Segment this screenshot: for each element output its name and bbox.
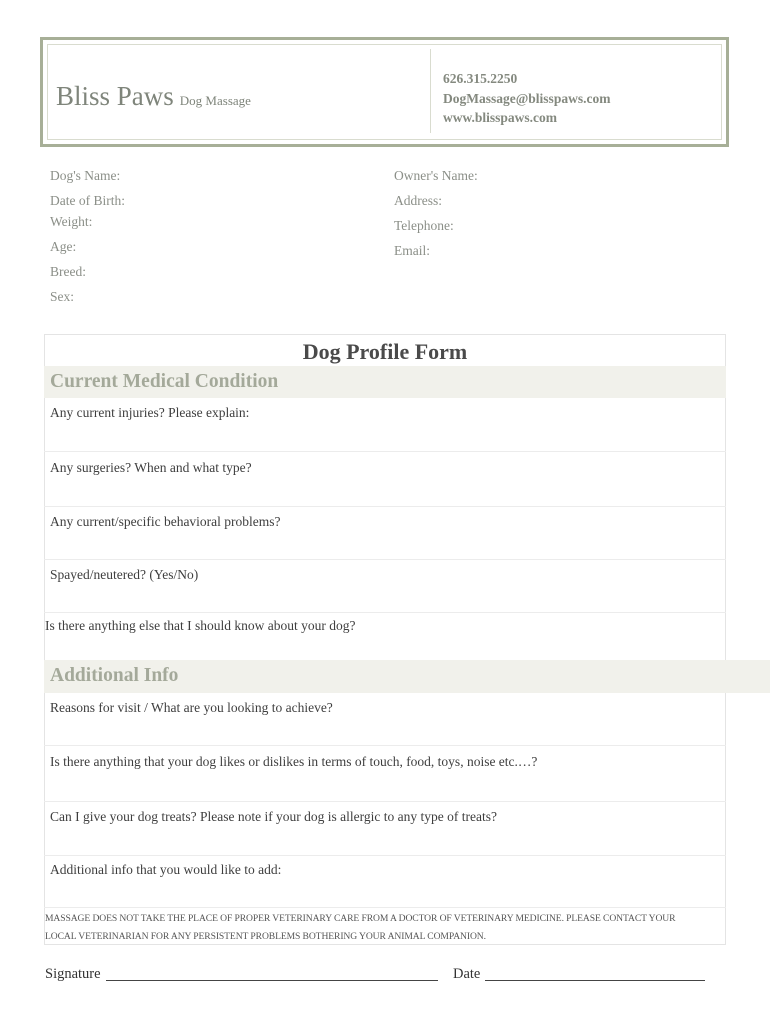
dog-dob-field[interactable]: Date of Birth: — [50, 193, 125, 208]
row-divider — [44, 745, 726, 746]
letterhead-inner — [47, 44, 722, 140]
question-reasons-for-visit[interactable]: Reasons for visit / What are you looking to achieve? — [50, 700, 333, 715]
dog-age-field[interactable]: Age: — [50, 239, 77, 254]
row-divider — [44, 907, 726, 908]
question-treats[interactable]: Can I give your dog treats? Please note if your dog is allergic to any type of treats? — [50, 809, 497, 824]
disclaimer — [45, 910, 725, 945]
date-field[interactable] — [453, 966, 705, 983]
row-divider — [44, 506, 726, 507]
contact-website: www.blisspaws.com — [443, 110, 558, 125]
disclaimer-line-1: MASSAGE DOES NOT TAKE THE PLACE OF PROPER VETERINARY CARE FROM A DOCTOR OF VETERINARY MEDICINE. PLEASE CONTACT YOUR — [45, 913, 676, 924]
question-anything-else[interactable]: Is there anything else that I should know about your dog? — [45, 618, 356, 633]
letterhead — [40, 37, 729, 147]
date-line[interactable] — [485, 980, 705, 981]
dog-name-field[interactable]: Dog's Name: — [50, 168, 121, 183]
row-divider — [44, 801, 726, 802]
signature-field[interactable] — [45, 966, 438, 983]
date-label: Date — [453, 966, 481, 982]
contact-block — [443, 69, 610, 128]
signature-line[interactable] — [106, 980, 438, 981]
brand — [56, 81, 251, 112]
additional-section-title: Additional Info — [50, 665, 179, 686]
question-likes-dislikes[interactable]: Is there anything that your dog likes or dislikes in terms of touch, food, toys, noise etc.…? — [50, 754, 538, 769]
question-behavioral[interactable]: Any current/specific behavioral problems? — [50, 514, 281, 529]
owner-telephone-field[interactable]: Telephone: — [394, 218, 454, 233]
question-spayed-neutered[interactable]: Spayed/neutered? (Yes/No) — [50, 567, 199, 582]
dog-breed-field[interactable]: Breed: — [50, 264, 86, 279]
form-title: Dog Profile Form — [302, 339, 468, 364]
disclaimer-line-2: LOCAL VETERINARIAN FOR ANY PERSISTENT PROBLEMS BOTHERING YOUR ANIMAL COMPANION. — [45, 930, 486, 942]
contact-email: DogMassage@blisspaws.com — [443, 90, 611, 106]
letterhead-divider — [430, 49, 431, 133]
owner-address-field[interactable]: Address: — [394, 193, 442, 208]
signature-label: Signature — [45, 966, 101, 982]
row-divider — [44, 612, 726, 613]
brand-subtitle: Dog Massage — [179, 93, 251, 108]
dog-sex-field[interactable]: Sex: — [50, 289, 75, 304]
brand-name: Bliss Paws — [56, 81, 174, 111]
dog-weight-field[interactable]: Weight: — [50, 214, 93, 229]
contact-phone: 626.315.2250 — [443, 71, 518, 86]
question-injuries[interactable]: Any current injuries? Please explain: — [50, 405, 250, 420]
question-surgeries[interactable]: Any surgeries? When and what type? — [50, 460, 252, 475]
question-additional-info[interactable]: Additional info that you would like to add: — [50, 862, 282, 877]
medical-section-title: Current Medical Condition — [50, 371, 279, 392]
owner-name-field[interactable]: Owner's Name: — [394, 168, 478, 183]
row-divider — [44, 855, 726, 856]
dog-profile-form — [44, 334, 726, 945]
owner-email-field[interactable]: Email: — [394, 243, 430, 258]
row-divider — [44, 451, 726, 452]
row-divider — [44, 559, 726, 560]
